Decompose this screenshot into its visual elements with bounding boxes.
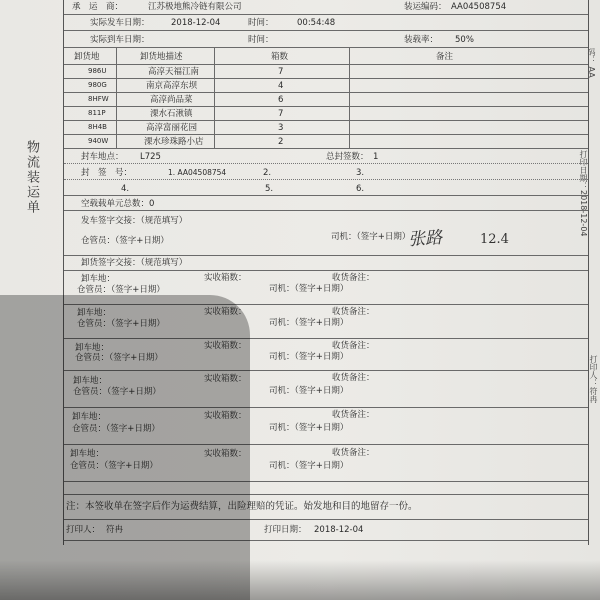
unload-block: [64, 305, 588, 339]
unload-driver-label: 司机：（签字+日期）: [269, 386, 349, 396]
unload-place-label: 卸车地：: [77, 308, 112, 318]
depart-time-label: 时间：: [248, 18, 274, 28]
depart-handover-title: 发车签字交接：（规范填写）: [81, 216, 188, 226]
side-printer: 打印人：符冉: [589, 355, 598, 403]
carrier-value: 江苏极地熊冷链有限公司: [148, 2, 242, 12]
row-code: 986U: [88, 67, 107, 75]
seal-number-label: 封 签 号：: [81, 168, 133, 178]
blank-row: [64, 482, 588, 495]
print-date-label: 打印日期：: [264, 525, 307, 535]
row-boxes: 6: [278, 95, 284, 105]
footer-print-row: [64, 520, 588, 541]
seal-number-1: 1. AA04508754: [168, 168, 227, 177]
table-row: [64, 121, 588, 135]
side-title: 物流装运单: [24, 140, 39, 215]
empty-units: 空载载单元总数：0: [81, 199, 155, 209]
unload-remark-label: 收货备注：: [332, 341, 375, 351]
unload-remark-label: 收货备注：: [332, 448, 375, 458]
row-boxes: 7: [278, 109, 284, 119]
table-row: [64, 135, 588, 149]
signature-date: 12.4: [480, 232, 509, 247]
unload-place-label: 卸车地：: [81, 274, 116, 284]
unload-keeper-label: 仓管员：（签字+日期）: [70, 461, 158, 471]
load-rate-label: 装载率：: [404, 35, 439, 45]
unload-remark-label: 收货备注：: [332, 273, 375, 283]
row-desc: 溧水珍珠路小店: [144, 137, 204, 147]
unload-received-label: 实收箱数：: [204, 307, 247, 317]
carrier-label: 承 运 商：: [72, 2, 124, 12]
printer-value: 符冉: [106, 525, 124, 535]
empty-units-row: [64, 196, 588, 211]
unload-place-label: 卸车地：: [73, 376, 108, 386]
seal-number-5: 5.: [265, 184, 274, 194]
unload-place-label: 卸车地：: [72, 412, 107, 422]
carrier-row: [64, 0, 588, 15]
depart-date-value: 2018-12-04: [171, 18, 221, 28]
unload-received-label: 实收箱数：: [204, 449, 247, 459]
row-desc: 南京高淳东坝: [146, 81, 198, 91]
table-row: [64, 93, 588, 107]
row-code: 940W: [88, 137, 109, 145]
row-code: 8H4B: [88, 123, 107, 131]
column-header: 箱数: [271, 52, 289, 62]
seal-number-4: 4.: [121, 184, 130, 194]
row-desc: 高淳富丽花园: [146, 123, 198, 133]
unload-remark-label: 收货备注：: [332, 373, 375, 383]
unload-received-label: 实收箱数：: [204, 341, 247, 351]
column-header: 卸货地: [74, 52, 100, 62]
unload-block: [64, 271, 588, 305]
seal-number-row-1: [64, 164, 588, 180]
seal-number-row-2: [64, 180, 588, 196]
waybill-value: AA04508754: [451, 2, 507, 12]
unload-block: [64, 445, 588, 482]
unload-driver-label: 司机：（签字+日期）: [269, 423, 349, 433]
seal-location-label: 封车地点：: [81, 152, 124, 162]
printer-label: 打印人：: [66, 525, 101, 535]
unload-driver-label: 司机：（签字+日期）: [269, 284, 349, 294]
unload-keeper-label: 仓管员：（签字+日期）: [73, 387, 161, 397]
seal-number-6: 6.: [356, 184, 365, 194]
unload-block: [64, 339, 588, 371]
table-row: [64, 107, 588, 121]
unload-handover-title-row: [64, 256, 588, 271]
unload-place-label: 卸车地：: [70, 449, 105, 459]
unload-handover-title: 卸货签字交接：（规范填写）: [81, 258, 188, 268]
column-header: 卸货地描述: [140, 52, 183, 62]
table-row: [64, 79, 588, 93]
row-code: 980G: [88, 81, 107, 89]
depart-keeper: 仓管员：（签字+日期）: [81, 236, 169, 246]
divider: [349, 48, 350, 64]
row-boxes: 7: [278, 67, 284, 77]
unload-block: [64, 371, 588, 408]
side-code: 码： AA: [587, 48, 596, 78]
depart-date-label: 实际发车日期：: [90, 18, 150, 28]
unload-block: [64, 408, 588, 445]
row-boxes: 3: [278, 123, 284, 133]
seal-total-value: 1: [373, 152, 379, 162]
row-boxes: 4: [278, 81, 284, 91]
row-desc: 高淳天福江南: [148, 67, 200, 77]
table-row: [64, 65, 588, 79]
row-boxes: 2: [278, 137, 284, 147]
print-date-value: 2018-12-04: [314, 525, 364, 535]
unload-keeper-label: 仓管员：（签字+日期）: [75, 353, 163, 363]
seal-total-label: 总封签数：: [326, 152, 369, 162]
row-desc: 溧水石湫镇: [150, 109, 193, 119]
depart-row: [64, 15, 588, 31]
unload-driver-label: 司机：（签字+日期）: [269, 318, 349, 328]
side-print-date: 打印日期：2018-12-04: [579, 150, 588, 237]
arrive-row: [64, 31, 588, 48]
unload-place-label: 卸车地：: [75, 343, 110, 353]
shipping-form: [63, 0, 589, 545]
seal-location-row: [64, 149, 588, 164]
divider: [116, 48, 117, 64]
bottom-shadow: [0, 560, 600, 600]
row-code: 8HFW: [88, 95, 109, 103]
row-desc: 高淳尚品菜: [150, 95, 193, 105]
driver-signature: 张路: [407, 227, 443, 251]
footer-note: 注：本签收单在签字后作为运费结算，出险理赔的凭证。始发地和目的地留存一份。: [66, 501, 418, 512]
unload-driver-label: 司机：（签字+日期）: [269, 352, 349, 362]
waybill-label: 装运编码：: [404, 2, 447, 12]
depart-handover: [64, 211, 588, 256]
load-rate-value: 50%: [455, 35, 474, 45]
column-header: 备注: [436, 52, 454, 62]
unload-keeper-label: 仓管员：（签字+日期）: [77, 285, 165, 295]
seal-number-2: 2.: [263, 168, 272, 178]
unload-received-label: 实收箱数：: [204, 273, 247, 283]
unload-remark-label: 收货备注：: [332, 307, 375, 317]
unload-received-label: 实收箱数：: [204, 374, 247, 384]
row-code: 811P: [88, 109, 106, 117]
unload-received-label: 实收箱数：: [204, 411, 247, 421]
divider: [214, 48, 215, 64]
table-header-row: [64, 48, 588, 65]
footer-note-row: [64, 495, 588, 520]
unload-driver-label: 司机：（签字+日期）: [269, 461, 349, 471]
unload-keeper-label: 仓管员：（签字+日期）: [72, 424, 160, 434]
unload-remark-label: 收货备注：: [332, 410, 375, 420]
depart-time-value: 00:54:48: [297, 18, 336, 28]
seal-location-value: L725: [140, 152, 161, 162]
arrive-time-label: 时间：: [248, 35, 274, 45]
arrive-date-label: 实际到车日期：: [90, 35, 150, 45]
seal-number-3: 3.: [356, 168, 365, 178]
depart-driver: 司机：（签字+日期）: [331, 232, 411, 242]
unload-keeper-label: 仓管员：（签字+日期）: [77, 319, 165, 329]
